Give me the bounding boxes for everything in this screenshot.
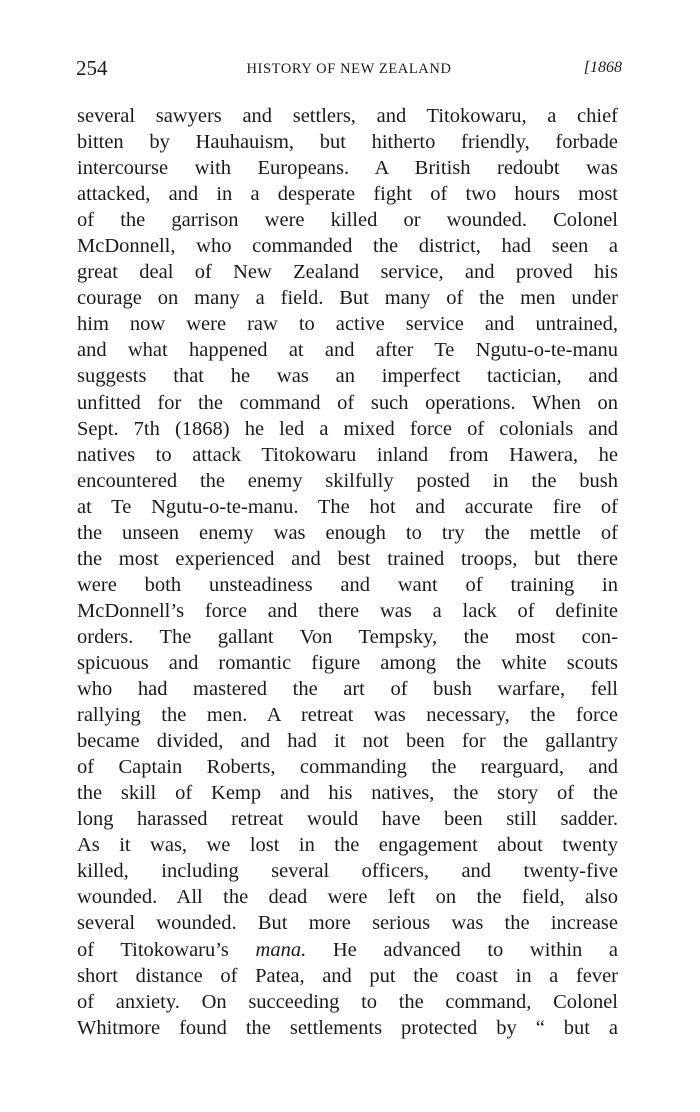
text-line: orders. The gallant Von Tempsky, the most con-	[77, 625, 618, 648]
text-line: encountered the enemy skilfully posted in the bush	[77, 469, 618, 492]
text-line: long harassed retreat would have been still sadder.	[77, 808, 618, 831]
text-line: suggests that he was an imperfect tactician, and	[77, 365, 618, 388]
text-line: of anxiety. On succeeding to the command, Colonel	[77, 990, 618, 1013]
italic-term: mana.	[255, 938, 307, 961]
text-line: killed, including several officers, and twenty-five	[77, 860, 618, 883]
text-line: McDonnell’s force and there was a lack of definite	[77, 599, 618, 622]
text-line: the unseen enemy was enough to try the mettle of	[77, 521, 618, 544]
text-line: him now were raw to active service and untrained,	[77, 313, 618, 336]
text-line: became divided, and had it not been for the gallantry	[77, 730, 618, 753]
text-line: unfitted for the command of such operations. When on	[77, 391, 618, 414]
text-line-with-italic	[77, 937, 618, 963]
text-line: McDonnell, who commanded the district, had seen a	[77, 235, 618, 258]
text-line: As it was, we lost in the engagement about twenty	[77, 834, 618, 857]
text-line: at Te Ngutu-o-te-manu. The hot and accurate fire of	[77, 495, 618, 518]
text-line: were both unsteadiness and want of training in	[77, 573, 618, 596]
running-year: [1868	[583, 59, 622, 76]
text-line: of Captain Roberts, commanding the rearguard, and	[77, 756, 618, 779]
body-text	[77, 103, 618, 1041]
text-line: rallying the men. A retreat was necessary, the force	[77, 704, 618, 727]
running-title: HISTORY OF NEW ZEALAND	[246, 61, 452, 77]
text-line: bitten by Hauhauism, but hitherto friendly, forbade	[77, 131, 618, 154]
text-line: intercourse with Europeans. A British redoubt was	[77, 157, 618, 180]
text-line: several sawyers and settlers, and Titokowaru, a chief	[77, 105, 618, 127]
text-line: who had mastered the art of bush warfare, fell	[77, 678, 618, 701]
text-line: several wounded. But more serious was the increase	[77, 912, 618, 935]
page-number: 254	[76, 56, 108, 80]
text-line: the most experienced and best trained troops, but there	[77, 547, 618, 570]
text-segment: of Titokowaru’s	[77, 938, 256, 961]
text-line: the skill of Kemp and his natives, the story of the	[77, 782, 618, 805]
text-line: Whitmore found the settlements protected by “ but a	[77, 1016, 618, 1039]
text-line: great deal of New Zealand service, and proved his	[77, 261, 618, 284]
text-line: and what happened at and after Te Ngutu-o-te-manu	[77, 339, 618, 362]
text-line: spicuous and romantic figure among the white scouts	[77, 651, 618, 674]
text-line: attacked, and in a desperate fight of two hours most	[77, 183, 618, 206]
text-line: of the garrison were killed or wounded. Colonel	[77, 209, 618, 232]
text-segment: He advanced to within a	[306, 938, 618, 961]
running-head	[76, 56, 622, 84]
text-line: short distance of Patea, and put the coast in a fever	[77, 964, 618, 987]
text-line: Sept. 7th (1868) he led a mixed force of colonials and	[77, 417, 618, 440]
text-line: wounded. All the dead were left on the field, also	[77, 886, 618, 909]
text-line: natives to attack Titokowaru inland from Hawera, he	[77, 443, 618, 466]
text-line: courage on many a field. But many of the men under	[77, 287, 618, 310]
